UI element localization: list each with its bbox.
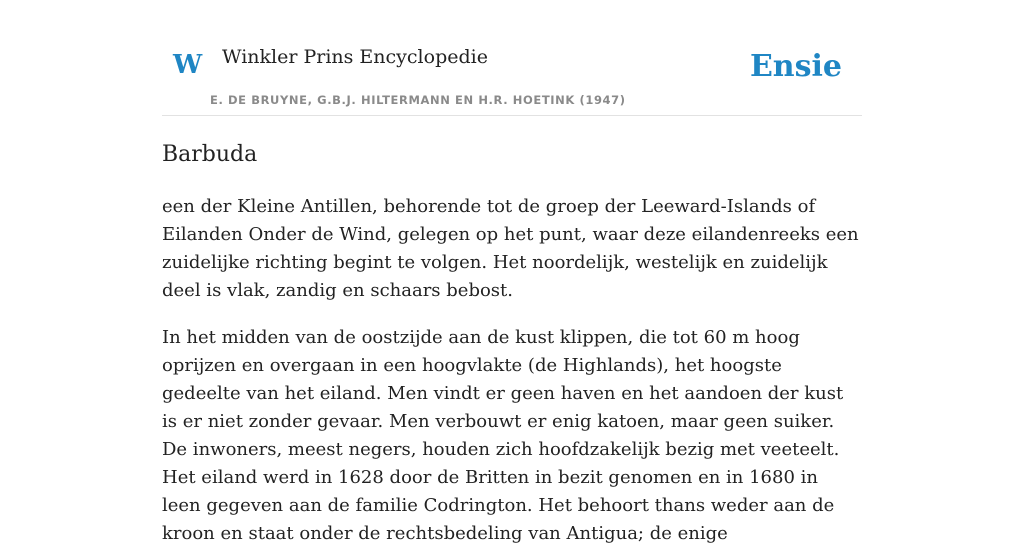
article-title: Barbuda xyxy=(162,142,258,167)
page xyxy=(162,0,862,548)
article-paragraph: In het midden van de oostzijde aan de kust klippen, die tot 60 m hoog oprijzen en overgaan in een hoogvlakte (de Highlands), het hoogste gedeelte van het eiland. Men vindt er geen haven en het aandoen der kust is er niet zonder gevaar. Men verbouwt er enig katoen, maar geen suiker. De inwoners, meest negers, houden zich hoofdzakelijk bezig met veeteelt. Het eiland werd in 1628 door de Britten in bezit genomen en in 1680 in leen gegeven aan de familie Codrington. Het behoort thans weder aan de kroon en staat onder de rechtsbedeling van Antigua; de enige xyxy=(162,327,844,545)
source-authors: E. DE BRUYNE, G.B.J. HILTERMANN EN H.R. HOETINK (1947) xyxy=(210,93,626,107)
brand-logo[interactable]: Ensie xyxy=(749,49,842,84)
source-title[interactable]: Winkler Prins Encyclopedie xyxy=(222,46,488,68)
article-paragraph: een der Kleine Antillen, behorende tot de groep der Leeward-Islands of Eilanden Onder de Wind, gelegen op het punt, waar deze eilandenreeks een zuidelijke richting begint te volgen. Het noordelijk, westelijk en zuidelijk deel is vlak, zandig en schaars bebost. xyxy=(162,196,859,302)
source-header xyxy=(162,0,862,116)
article-body xyxy=(162,193,862,548)
source-logo[interactable]: W xyxy=(173,50,203,80)
